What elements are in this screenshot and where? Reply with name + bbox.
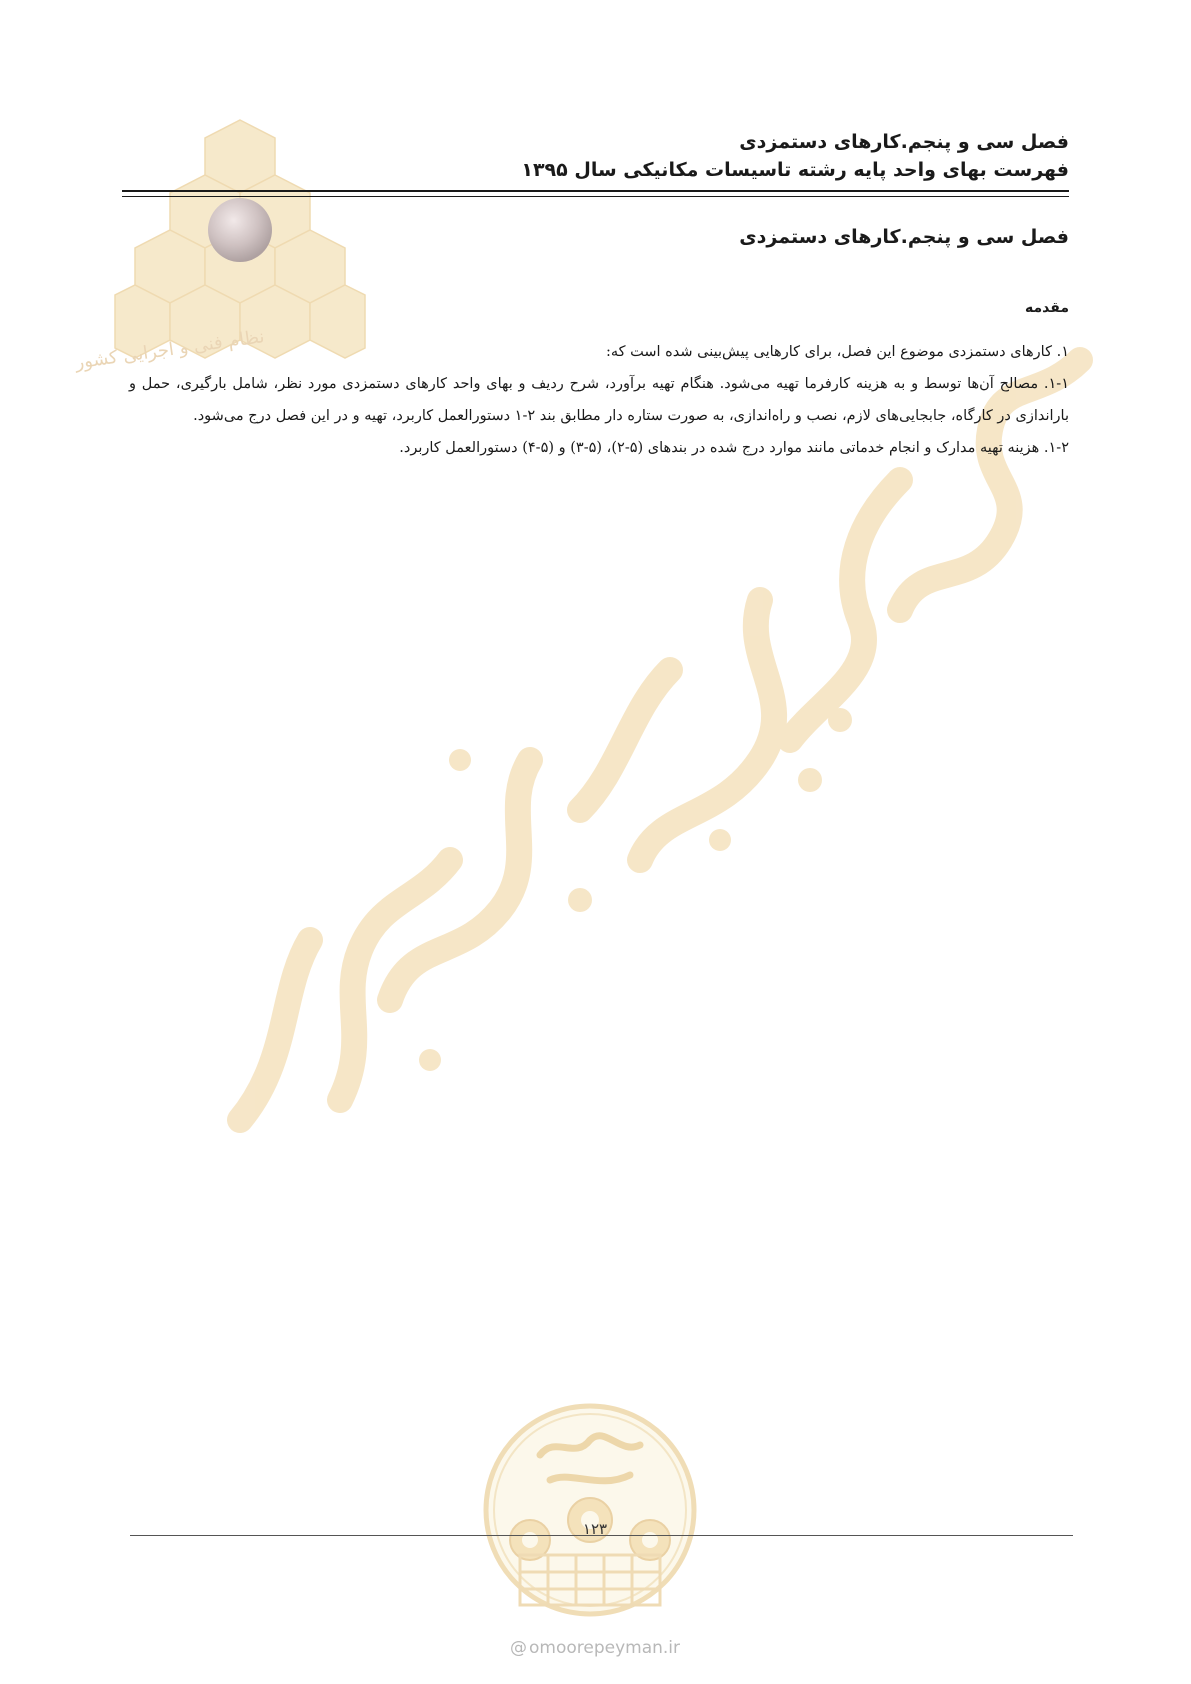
running-header	[129, 128, 1069, 184]
header-rule-thin	[122, 196, 1069, 197]
at-sign-icon: @	[509, 1638, 527, 1658]
paragraph-1: ۱. کارهای دستمزدی موضوع این فصل، برای کارهایی پیش‌بینی شده است که:	[605, 344, 1069, 360]
header-catalog-line: فهرست بهای واحد پایه رشته تاسیسات مکانیکی سال ۱۳۹۵	[521, 159, 1069, 181]
footer-website-text: omoorepeyman.ir	[528, 1638, 681, 1658]
section-heading: مقدمه	[1025, 300, 1069, 316]
page-number: ۱۲۳	[582, 1520, 608, 1538]
paragraph-1-2: ۱-۲. هزینه تهیه مدارک و انجام خدماتی مانند موارد درج شده در بندهای (۵-۲)، (۵-۳) و (۵-۴) دستورالعمل کاربرد.	[399, 440, 1069, 456]
header-chapter-line: فصل سی و پنجم.کارهای دستمزدی	[739, 131, 1069, 153]
footer-website	[480, 1638, 710, 1658]
omoorepeyman-seal-icon	[480, 1400, 700, 1630]
body-text	[129, 336, 1069, 464]
chapter-title: فصل سی و پنجم.کارهای دستمزدی	[739, 226, 1069, 248]
svg-text:نظام فنی و اجرایی کشور: نظام فنی و اجرایی کشور	[73, 326, 266, 374]
header-rule-thick	[122, 190, 1069, 192]
paragraph-1-1: ۱-۱. مصالح آن‌ها توسط و به هزینه کارفرما تهیه می‌شود. هنگام تهیه برآورد، شرح ردیف و بهای واحد کارهای دستمزدی مورد نظر، شامل بارگیری، حمل و باراندازی در کارگاه، جابجایی‌های لازم، نصب و راه‌اندازی، به صورت ستاره دار مطابق بند ۲-۱ دستورالعمل کاربرد، تهیه و در این فصل درج می‌شود.	[129, 376, 1069, 424]
